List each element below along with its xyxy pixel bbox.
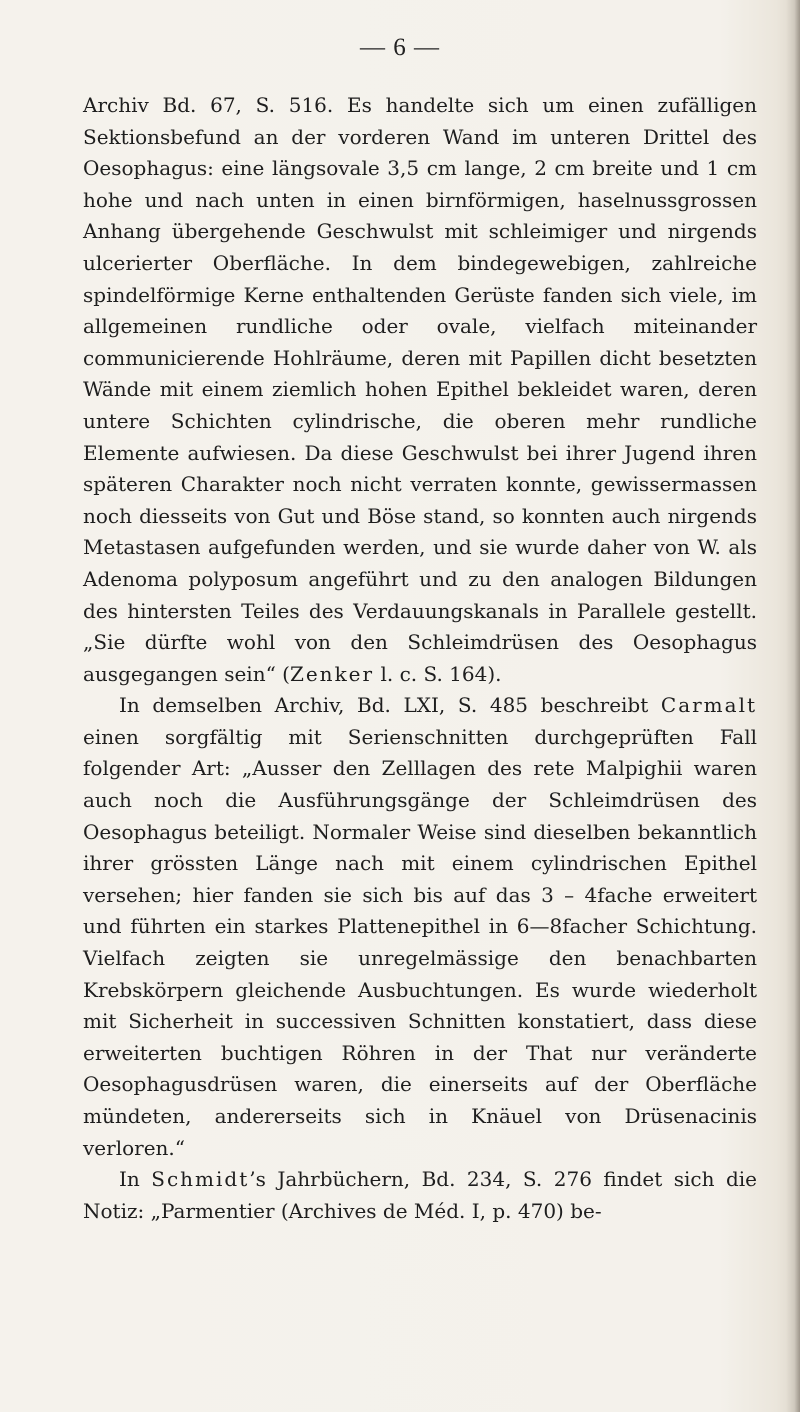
text-segment: In [119,1167,152,1192]
text-segment: Archiv Bd. 67, S. 516. Es handelte sich um einen zufälligen Sektionsbefund an der vorderen Wand im unteren Drittel des Oesophagus: eine längsovale 3,5 cm lange, 2 cm breite und 1 cm hohe und nach unten in einen birnförmigen, haselnussgrossen Anhang übergehende Geschwulst mit schleimiger und nirgends ulcerierter Oberfläche. In dem bindegewebigen, zahlreiche spindelförmige Kerne enthaltenden Gerüste fanden sich viele, im allgemeinen rundliche oder ovale, vielfach miteinander communicierende Hohlräume, deren mit Papillen dicht besetzten Wände mit einem ziemlich hohen Epithel bekleidet waren, deren untere Schichten cylindrische, die oberen mehr rundliche Elemente aufwiesen. Da diese Geschwulst bei ihrer Jugend ihren späteren Charakter noch nicht verraten konnte, gewissermassen noch diesseits von Gut und Böse stand, so konnten auch nirgends Metastasen aufgefunden werden, und sie wurde daher von W. als Adenoma polyposum angeführt und zu den analogen Bildungen des hintersten Teiles des Verdauungskanals in Parallele gestellt. „Sie dürfte wohl von den Schleimdrüsen des Oesophagus ausgegangen sein“ ( [83,93,757,686]
paragraph [83,1164,757,1227]
page-number-header: — 6 — [360,34,440,61]
text-segment: ’s Jahrbüchern, Bd. 234, S. 276 findet sich die Notiz: „Parmentier (Archives de Méd. I, p. 470) be- [83,1167,757,1223]
paragraph [83,690,757,1164]
author-name: Schmidt [151,1167,250,1192]
text-segment: einen sorgfältig mit Serienschnitten durchgeprüften Fall folgender Art: „Ausser den Zelllagen des rete Malpighii waren auch noch die Ausführungsgänge der Schleimdrüsen des Oesophagus beteiligt. Normaler Weise sind dieselben bekanntlich ihrer grössten Länge nach mit einem cylindrischen Epithel versehen; hier fanden sie sich bis auf das 3 – 4fache erweitert und führten ein starkes Plattenepithel in 6—8facher Schichtung. Vielfach zeigten sie unregelmässige den benachbarten Krebskörpern gleichende Ausbuchtungen. Es wurde wiederholt mit Sicherheit in successiven Schnitten konstatiert, dass diese erweiterten buchtigen Röhren in der That nur veränderte Oesophagusdrüsen waren, die einerseits auf der Oberfläche mündeten, andererseits sich in Knäuel von Drüsenacinis verloren.“ [83,724,757,1160]
text-segment: l. c. S. 164). [374,661,502,686]
paragraph [83,90,757,690]
author-name: Zenker [289,661,375,686]
text-segment: In demselben Archiv, Bd. LXI, S. 485 beschreibt [119,693,661,718]
author-name: Carmalt [660,693,757,718]
body-text [83,90,757,1227]
page-edge-shadow [786,0,800,1412]
